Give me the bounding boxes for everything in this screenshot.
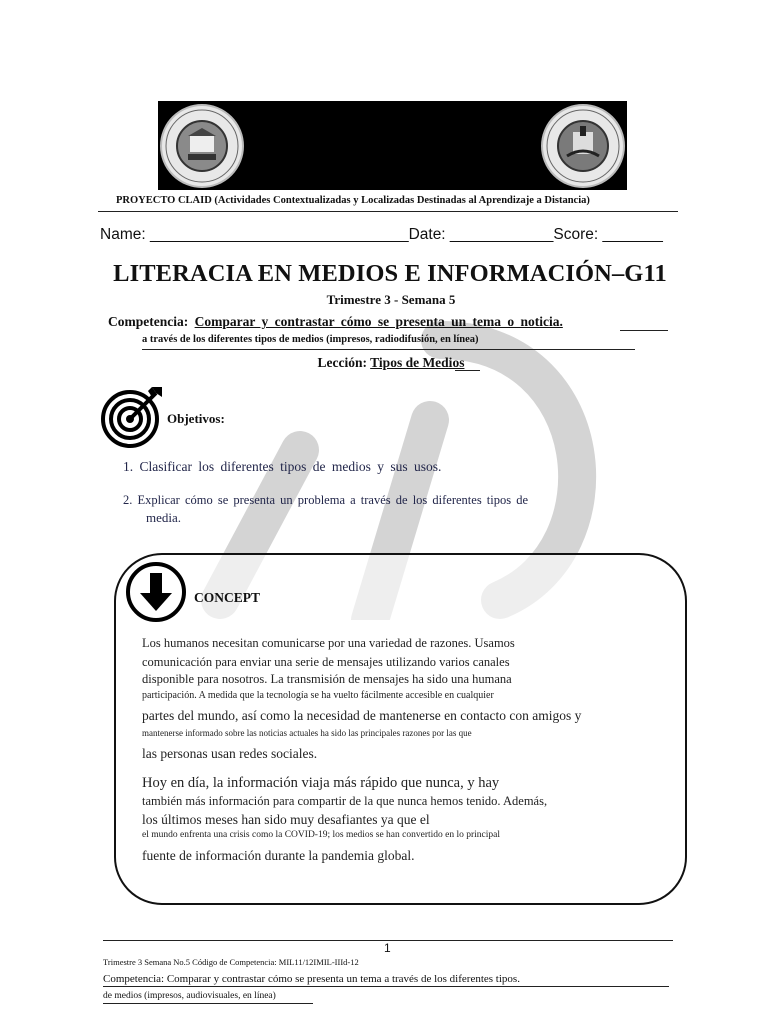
competency-underline	[620, 330, 668, 331]
name-date-score-row[interactable]: Name: ______________________________Date: ____________Score: _______	[100, 226, 663, 243]
concept-line: fuente de información durante la pandemia global.	[142, 848, 415, 863]
objective-2: 2. Explicar cómo se presenta un problema a través de los diferentes tipos de	[123, 493, 529, 507]
concept-line: comunicación para enviar una serie de mensajes utilizando varios canales	[142, 655, 510, 669]
concept-line: también más información para compartir de la que nunca hemos tenido. Además,	[142, 794, 548, 808]
concept-line: el mundo enfrenta una crisis como la COVID-19; los medios se han convertido en lo principal	[142, 830, 501, 840]
objective-2-continued: media.	[146, 510, 182, 525]
concept-line: disponible para nosotros. La transmisión de mensajes ha sido una humana	[142, 672, 512, 686]
footer-competency-line: Competencia: Comparar y contrastar cómo se presenta un tema a través de los diferentes tipos.	[103, 973, 520, 985]
schools-division-seal	[160, 104, 244, 188]
competency-label: Competencia:	[108, 314, 189, 329]
concept-line: los últimos meses han sido muy desafiantes ya que el	[142, 812, 430, 827]
competency-line-2: a través de los diferentes tipos de medios (impresos, radiodifusión, en línea)	[142, 334, 479, 345]
concept-line: las personas usan redes sociales.	[142, 746, 318, 761]
target-icon	[100, 383, 166, 449]
concept-line: mantenerse informado sobre las noticias actuales ha sido las principales razones por las que	[142, 728, 472, 738]
concept-label: CONCEPT	[194, 590, 261, 605]
page-subtitle: Trimestre 3 - Semana 5	[326, 292, 456, 307]
footer-code-line: Trimestre 3 Semana No.5 Código de Competencia: MIL11/12IMIL-IIId-12	[103, 957, 359, 967]
arrow-down-circle-icon	[125, 561, 187, 623]
page-number: 1	[384, 941, 391, 955]
lesson-line	[0, 355, 768, 371]
objective-1: 1. Clasificar los diferentes tipos de medios y sus usos.	[123, 459, 442, 474]
footer-media-underline	[103, 1003, 313, 1004]
competency-line	[108, 314, 563, 330]
lesson-underline	[455, 370, 480, 371]
header-banner	[158, 101, 627, 190]
header-rule	[98, 211, 678, 212]
city-of-mandaluyong-seal	[541, 104, 625, 188]
concept-line: partes del mundo, así como la necesidad de mantenerse en contacto con amigos y	[142, 708, 582, 723]
footer-media-line: de medios (impresos, audiovisuales, en línea)	[103, 991, 276, 1001]
competency-line-2-underline	[142, 349, 635, 350]
concept-line: Los humanos necesitan comunicarse por una variedad de razones. Usamos	[142, 636, 515, 650]
lesson-label: Lección:	[317, 355, 368, 370]
concept-line: participación. A medida que la tecnología se ha vuelto fácilmente accesible en cualquier	[142, 690, 494, 701]
footer-competency-underline	[103, 986, 669, 987]
lesson-value: Tipos de Medios	[370, 355, 465, 370]
project-line: PROYECTO CLAID (Actividades Contextualizadas y Localizadas Destinadas al Aprendizaje a Distancia)	[116, 195, 590, 206]
objectives-label: Objetivos:	[167, 411, 225, 426]
page-title: LITERACIA EN MEDIOS E INFORMACIÓN–G11	[113, 260, 667, 287]
concept-line: Hoy en día, la información viaja más rápido que nunca, y hay	[142, 775, 500, 791]
competency-text: Comparar y contrastar cómo se presenta un tema o noticia.	[194, 314, 563, 329]
